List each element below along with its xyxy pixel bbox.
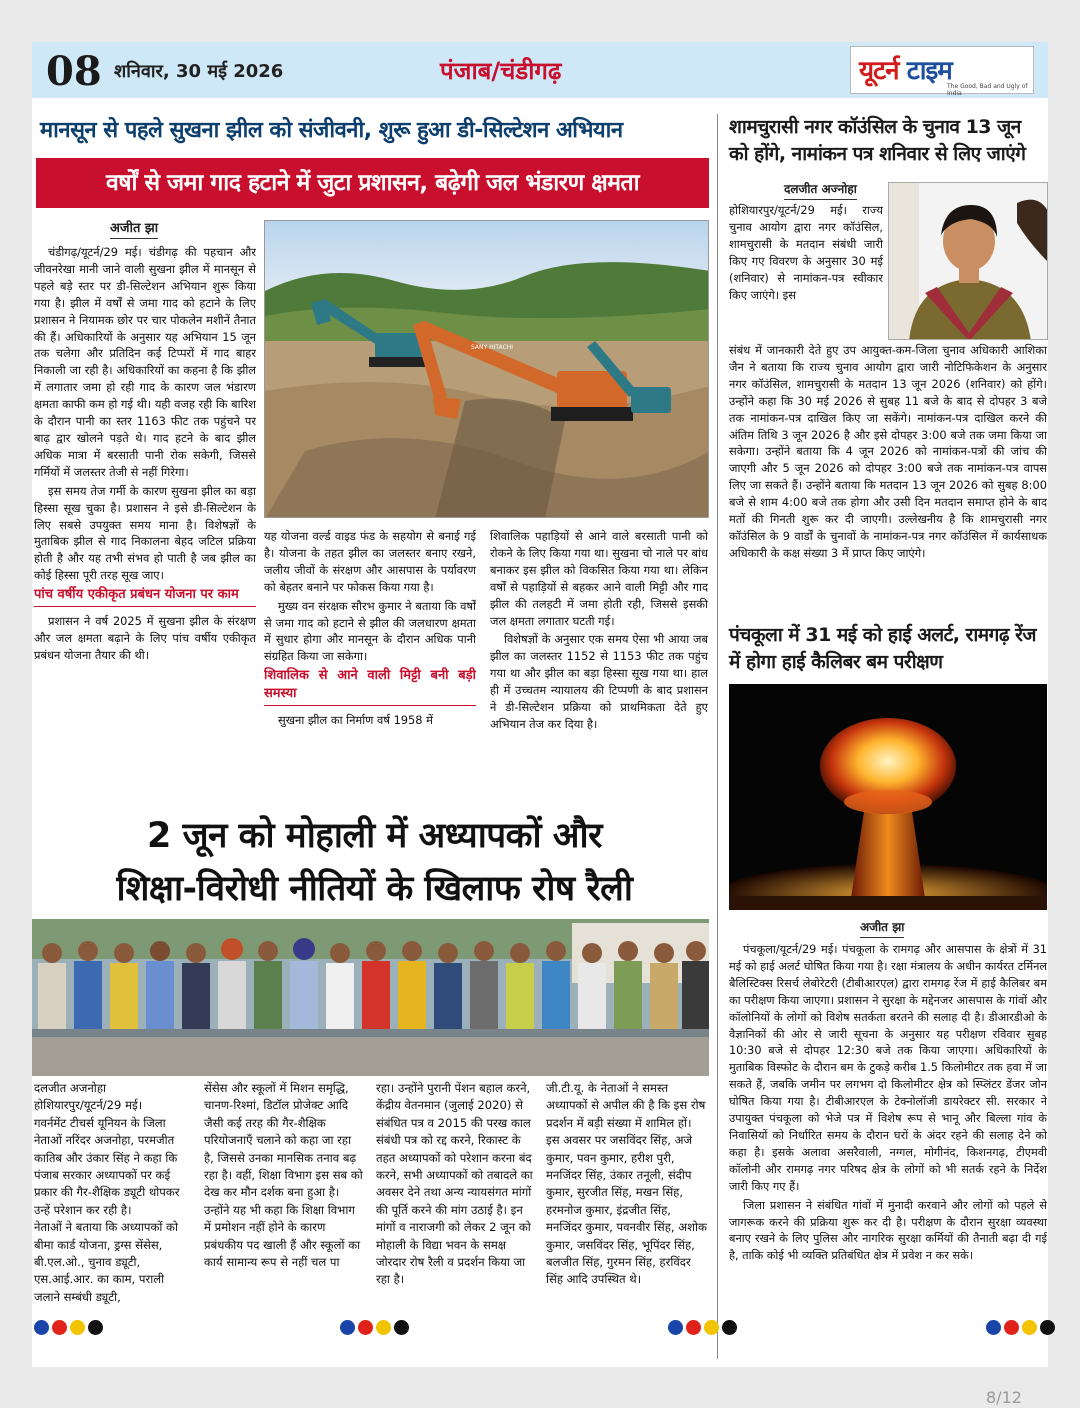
lead-byline: अजीत झा — [110, 218, 158, 239]
page-number: 08 — [46, 48, 102, 95]
lead-paragraph: प्रशासन ने वर्ष 2025 में सुखना झील के संरक्षण और जल क्षमता बढ़ाने के लिए पांच वर्षीय एकीकृत प्रबंधन योजना तैयार की थी। — [34, 614, 256, 662]
rally-column-2: सेंसेस और स्कूलों में मिशन समृद्धि, चानण-रिश्मां, डिटॉल प्रोजेक्ट आदि जैसी कई तरह की गैर-शैक्षिक परियोजनाएँ चलाने को कहा जा रहा है, जिससे उनका मानसिक तनाव बढ़ रहा है। वहीं, शिक्षा विभाग इस सब को देख कर मौन दर्शक बना हुआ है। उन्होंने यह भी कहा कि शिक्षा विभाग में प्रमोशन नहीं होने के कारण प्रबंधकीय पद खाली हैं और स्कूलों का कार्य सामान्य रूप से नहीं चल पा — [204, 1081, 363, 1270]
registration-dot — [1004, 1320, 1019, 1335]
alert-paragraph: जिला प्रशासन ने संबंधित गांवों में मुनादी करवाने और लोगों को पहले से जागरूक करने की प्रक्रिया शुरू कर दी है। परीक्षण के दौरान सुरक्षा व्यवस्था बनाए रखने के लिए पुलिस और नागरिक सुरक्षा कर्मियों की तैनाती बढ़ा दी गई है, ताकि कोई भी व्यक्ति प्रतिबंधित क्षेत्र में प्रवेश न कर सके। — [729, 1198, 1047, 1263]
lead-subheading: शिवालिक से आने वाली मिट्टी बनी बड़ी समस्या — [264, 667, 476, 706]
lead-subheading: पांच वर्षीय एकीकृत प्रबंधन योजना पर काम — [34, 586, 256, 607]
logo-tagline: The Good, Bad and Ugly of India — [947, 83, 1028, 97]
masthead — [32, 42, 1048, 98]
lead-headline: मानसून से पहले सुखना झील को संजीवनी, शुरू हुआ डी-सिल्टेशन अभियान — [40, 118, 623, 143]
election-text-narrow — [729, 202, 883, 342]
registration-dot — [1022, 1320, 1037, 1335]
registration-dot — [358, 1320, 373, 1335]
lead-paragraph: मुख्य वन संरक्षक सौरभ कुमार ने बताया कि वर्षों से जमा गाद को हटाने से झील की जलधारण क्षमता में सुधार होगा और मानसून के दौरान अधिक पानी संग्रहित किया जा सकेगा। — [264, 598, 476, 664]
column-divider — [717, 114, 718, 1359]
registration-dot — [668, 1320, 683, 1335]
lead-strap: वर्षों से जमा गाद हटाने में जुटा प्रशासन, बढ़ेगी जल भंडारण क्षमता — [36, 158, 709, 208]
newspaper-logo — [850, 46, 1034, 97]
alert-headline: पंचकूला में 31 मई को हाई अलर्ट, रामगढ़ रेंज में होगा हाई कैलिबर बम परीक्षण — [729, 624, 1037, 673]
registration-dot — [34, 1320, 49, 1335]
registration-dot — [986, 1320, 1001, 1335]
logo-text-a: यूटर्न — [859, 56, 899, 86]
registration-dot — [722, 1320, 737, 1335]
registration-dots-2 — [340, 1320, 412, 1338]
teachers-group-photo — [32, 919, 709, 1076]
registration-dot — [340, 1320, 355, 1335]
rally-column-4: जी.टी.यू. के नेताओं ने समस्त अध्यापकों से अपील की है कि इस रोष प्रदर्शन में बड़ी संख्या में शामिल हों। इस अवसर पर जसविंदर सिंह, अजे कुमार, पवन कुमार, हरीश पुरी, मनजिंदर सिंह, उंकार तनूली, संदीप कुमार, सुरजीत सिंह, मखन सिंह, हरमनोज कुमार, इंद्रजीत सिंह, मनजिंदर कुमार, पवनवीर सिंह, अशोक कुमार, जसविंदर सिंह, भूपिंदर सिंह, बलजीत सिंह, गुरमन सिंह, हरविंदर सिंह आदि उपस्थित थे। — [546, 1081, 707, 1287]
registration-dots-3 — [668, 1320, 740, 1338]
excavator-brand-text: SANY HITACHI — [471, 344, 514, 351]
election-byline: दलजीत अज्नोहा — [784, 180, 857, 200]
registration-dot — [88, 1320, 103, 1335]
issue-date: शनिवार, 30 मई 2026 — [114, 61, 284, 82]
registration-dots-1 — [34, 1320, 106, 1338]
registration-dot — [686, 1320, 701, 1335]
registration-dot — [52, 1320, 67, 1335]
registration-dot — [394, 1320, 409, 1335]
lead-paragraph: शिवालिक पहाड़ियों से आने वाले बरसाती पानी को रोकने के लिए किया गया था। सुखना चो नाले पर बांध बनाकर इस झील को विकसित किया गया था। लेकिन वर्षों से पहाड़ियों से बहकर आने वाली मिट्टी और गाद झील की तलहटी में जमा होती रही, जिससे इसकी जल क्षमता लगातार घटती गई। — [490, 529, 708, 628]
lead-paragraph: विशेषज्ञों के अनुसार एक समय ऐसा भी आया जब झील का जलस्तर 1152 से 1153 फीट तक पहुंच गया था और झील का बड़ा हिस्सा सूख गया था। हाल ही में उच्चतम न्यायालय की टिप्पणी के बाद प्रशासन ने डी-सिल्टेशन प्रक्रिया को प्राथमिकता देते हुए अभियान तेज कर दिया है। — [490, 632, 708, 731]
registration-dots-4 — [986, 1320, 1058, 1338]
alert-text — [729, 942, 1047, 1357]
election-headline: शामचुरासी नगर कॉउंसिल के चुनाव 13 जून को होंगे, नामांकन पत्र शनिवार से लिए जाएंगे — [729, 116, 1026, 165]
lead-column-2 — [264, 528, 476, 818]
desilting-excavator-photo — [264, 220, 709, 518]
election-paragraph: संबंध में जानकारी देते हुए उप आयुक्त-कम-जिला चुनाव अधिकारी आशिका जैन ने बताया कि राज्य चुनाव आयोग द्वारा जारी नोटिफिकेशन के अनुसार नगर कॉउंसिल, शामचुरासी के मतदान 13 जून 2026 (शनिवार) को होंगे। उन्होंने कहा कि 30 मई 2026 से सुबह 11 बजे के बाद से दोपहर 3 बजे तक नामांकन-पत्र दाखिल किए जा सकेंगे। नामांकन-पत्र दाखिल करने की अंतिम तिथि 3 जून 2026 है और इसे दोपहर 3:00 बजे तक जमा किया जा सकेगा। उन्होंने बताया कि 4 जून 2026 को नामांकन-पत्रों की जांच की जाएगी और 5 जून 2026 को दोपहर 3:00 बजे तक नामांकन-पत्र वापस लिए जा सकते हैं। उन्होंने बताया कि मतदान 13 जून 2026 को सुबह 8:00 बजे से शाम 4:00 बजे तक होगा और उसी दिन मतदान समाप्त होने के बाद मतों की गिनती शुरू कर दी जाएगी। उल्लेखनीय है कि शामचुरासी नगर कॉउंसिल के 9 वार्डों के चुनावों के नामांकन-पत्र नगर कॉउंसिल में कार्यसाधक अधिकारी के कक्ष संख्या 3 में प्राप्त किए जाएंगे। — [729, 343, 1047, 560]
alert-byline: अजीत झा — [860, 918, 904, 938]
registration-dot — [70, 1320, 85, 1335]
registration-dot — [1040, 1320, 1055, 1335]
rally-column-3: रहा। उन्होंने पुरानी पेंशन बहाल करने, केंद्रीय वेतनमान (जुलाई 2020) से संबंधित पत्र व 2015 की परख काल संबंधी पत्र को रद्द करने, रिकास्ट के तहत अध्यापकों को परेशान करना बंद करने, सभी अध्यापकों को तबादले का अवसर देने तथा अन्य न्यायसंगत मांगों की पूर्ति करने की मांग उठाई है। इन मांगों व नाराजगी को लेकर 2 जून को मोहाली के विद्या भवन के समक्ष जोरदार रोष रैली व प्रदर्शन किया जा रहा है। — [376, 1081, 533, 1287]
rally-column-1: दलजीत अजनोहा होशियारपुर/यूटर्न/29 मई। गवर्नमेंट टीचर्स यूनियन के जिला नेताओं नरिंदर अजनोहा, परमजीत कातिब और उंकार सिंह ने कहा कि पंजाब सरकार अध्यापकों पर कई प्रकार की गैर-शैक्षिक ड्यूटी थोपकर उन्हें परेशान कर रही है। नेताओं ने बताया कि अध्यापकों को बीमा कार्ड योजना, ड्रग्स सेंसेस, बी.एल.ओ., चुनाव ड्यूटी, एस.आई.आर. का काम, पराली जलाने सम्बंधी ड्यूटी, — [34, 1081, 180, 1304]
lead-column-3 — [490, 528, 708, 818]
official-portrait-photo — [888, 182, 1048, 340]
lead-paragraph: यह योजना वर्ल्ड वाइड फंड के सहयोग से बनाई गई है। योजना के तहत झील का जलस्तर बनाए रखने, जलीय जीवों के संरक्षण और आसपास के पर्यावरण को बेहतर बनाने पर फोकस किया गया है। — [264, 529, 476, 594]
rally-headline-line-1: 2 जून को मोहाली में अध्यापकों और — [147, 816, 602, 856]
election-paragraph: होशियारपुर/यूटर्न/29 मई। राज्य चुनाव आयोग द्वारा नगर कॉउंसिल, शामचुरासी के मतदान संबंधी जारी किए गए विवरण के अनुसार 30 मई (शनिवार) से नामांकन-पत्र स्वीकार किए जाएंगे। इस — [729, 203, 883, 302]
section-title: पंजाब/चंडीगढ़ — [440, 57, 562, 85]
rally-headline — [32, 810, 717, 916]
logo-text-b: टाइम — [906, 56, 952, 86]
lead-paragraph: चंडीगढ़/यूटर्न/29 मई। चंडीगढ़ की पहचान और जीवनरेखा मानी जाने वाली सुखना झील में मानसून से पहले बड़े स्तर पर डी-सिल्टेशन अभियान शुरू किया गया है। झील में वर्षों से जमा गाद को हटाने के लिए प्रशासन ने नियामक छोर पर चार पोकलेन मशीनें तैनात की हैं। अधिकारियों के अनुसार यह अभियान 15 जून तक चलेगा और प्रतिदिन कई टिप्परों में गाद बाहर निकाली जा रही है। अधिकारियों का कहना है कि झील में लगातार जमा हो रही गाद के कारण जल भंडारण क्षमता काफी कम हो गई थी। यही वजह रही कि बारिश के दौरान पानी का स्तर 1163 फीट तक पहुंचने पर बाढ़ द्वार खोलने पड़ते थे। गाद हटने के बाद झील अधिक मात्रा में बरसाती पानी रोक सकेगी, जिससे गर्मियों में जलस्तर तेजी से नहीं गिरेगा। — [34, 245, 256, 479]
explosion-photo — [729, 684, 1047, 910]
alert-paragraph: पंचकूला/यूटर्न/29 मई। पंचकूला के रामगढ़ और आसपास के क्षेत्रों में 31 मई को हाई अलर्ट घोषित किया गया है। रक्षा मंत्रालय के अधीन कार्यरत टर्मिनल बैलिस्टिक्स रिसर्च लेबोरेटरी (टीबीआरएल) द्वारा रामगढ़ रेंज में हाई कैलिबर बम का परीक्षण किया जाएगा। प्रशासन ने सुरक्षा के मद्देनजर आसपास के गांवों और कॉलोनियों के लोगों को विशेष सतर्कता बरतने की सलाह दी है। डीआरडीओ के वैज्ञानिकों की ओर से जारी सूचना के अनुसार यह परीक्षण रविवार सुबह 10:30 बजे से दोपहर 12:30 बजे तक किया जाएगा। अधिकारियों के मुताबिक विस्फोट के दौरान बम के टुकड़े करीब 1.5 किलोमीटर तक हवा में जा सकते हैं, जबकि जमीन पर लगभग दो किलोमीटर क्षेत्र को स्प्लिंटर डेंजर जोन घोषित किया गया है। टीबीआरएल के टेक्नोलॉजी डायरेक्टर सी. सरकार ने उपायुक्त पंचकूला को भेजे पत्र में विशेष रूप से भानू और बिल्ला गांव के निवासियों को निर्धारित समय के दौरान घरों के अंदर रहने की सलाह देने को कहा है। इसके अलावा असरैवाली, नग्गल, मोगीनंद, किशनगढ़, टीएमवी कॉलोनी और रामगढ़ नगर परिषद क्षेत्र के लोगों को भी सतर्क रहने के निर्देश जारी किए गए हैं। — [729, 943, 1047, 1193]
lead-column-1 — [34, 244, 256, 814]
registration-dot — [704, 1320, 719, 1335]
page-indicator: 8/12 — [986, 1388, 1022, 1407]
election-text-wide — [729, 342, 1047, 612]
rally-headline-line-2: शिक्षा-विरोधी नीतियों के खिलाफ रोष रैली — [116, 869, 633, 909]
registration-dot — [376, 1320, 391, 1335]
lead-paragraph: सुखना झील का निर्माण वर्ष 1958 में — [278, 713, 433, 728]
newspaper-page — [32, 42, 1048, 1367]
lead-paragraph: इस समय तेज गर्मी के कारण सुखना झील का बड़ा हिस्सा सूख चुका है। प्रशासन ने इसे डी-सिल्टेशन के लिए सबसे उपयुक्त समय माना है। विशेषज्ञों के मुताबिक झील से गाद निकालना बेहद जटिल प्रक्रिया होती है और यह तभी संभव हो पाती है जब झील का कोई हिस्सा पूरी तरह सूख जाए। — [34, 483, 256, 583]
